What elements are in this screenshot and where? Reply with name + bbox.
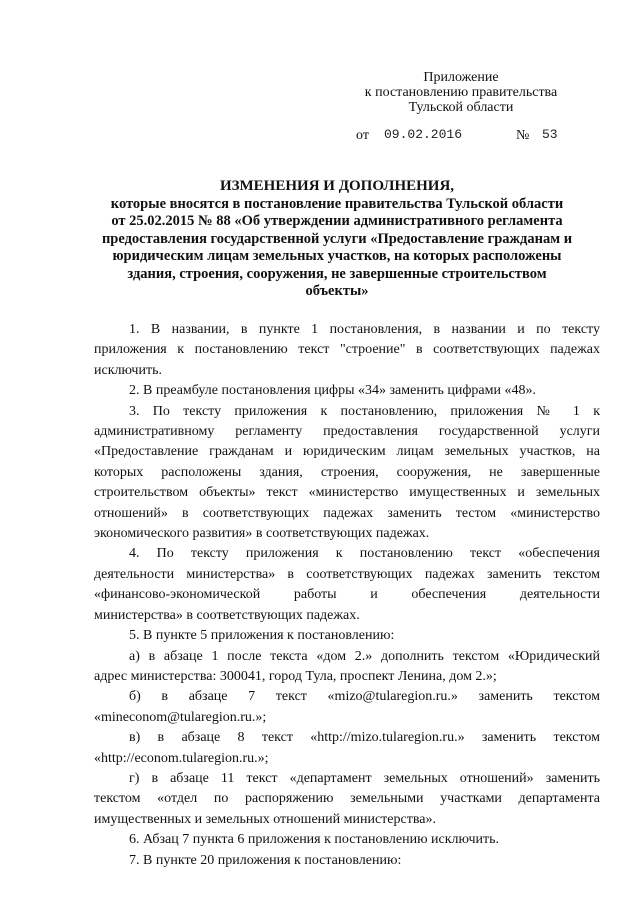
paragraph-line: приложения к постановлению текст "строение" в соответствующих падежах [94,342,600,358]
paragraph-11 [94,851,600,871]
paragraph-line: экономического развития» в соответствующих падежах. [94,526,430,542]
heading-line: которые вносятся в постановление правительства Тульской области [110,195,564,212]
paragraph-line: 6. Абзац 7 пункта 6 приложения к постановлению исключить. [129,832,499,848]
paragraph-3 [94,402,600,545]
paragraph-line: текстом «отдел по распоряжению земельными участками департамента [94,791,600,807]
paragraph-line: министерства» в соответствующих падежах. [94,607,360,623]
paragraph-line: отношений» в соответствующих падежах заменить тестом «министерство [94,505,600,521]
attachment-line: Приложение [423,70,499,85]
date-label: от [356,128,369,143]
paragraph-line: имущественных и земельных отношений министерства». [94,811,436,827]
paragraph-2 [94,381,600,401]
heading-line: объекты» [305,283,369,299]
heading-line: от 25.02.2015 № 88 «Об утверждении административного регламента [111,213,563,229]
paragraph-line: 7. В пункте 20 приложения к постановлению: [129,852,402,868]
paragraph-line: которых расположены здания, строения, сооружения, не завершенные [94,464,600,480]
paragraph-line: 5. В пункте 5 приложения к постановлению: [129,628,395,644]
attachment-line: к постановлению правительства [364,85,558,100]
paragraph-9 [94,769,600,830]
paragraph-line: г) в абзаце 11 текст «департамент земельных отношений» заменить [129,770,600,786]
paragraph-10 [94,830,600,850]
heading-title: ИЗМЕНЕНИЯ И ДОПОЛНЕНИЯ, [219,178,455,194]
paragraph-line: «финансово-экономической работы и обеспечения деятельности [94,587,600,603]
heading-line: предоставления государственной услуги «Предоставление гражданам и [101,230,573,247]
paragraph-7 [94,687,600,728]
paragraph-1 [94,320,600,381]
paragraph-line: адрес министерства: 300041, город Тула, проспект Ленина, дом 2.»; [94,668,497,684]
heading-line: юридическим лицам земельных участков, на которых расположены [112,248,562,264]
paragraph-line: а) в абзаце 1 после текста «дом 2.» дополнить текстом «Юридический [129,648,600,664]
paragraph-line: «mineconom@tularegion.ru.»; [94,709,267,725]
paragraph-line: строительством объекты» текст «министерство имущественных и земельных [94,485,600,501]
number-value [542,127,558,143]
number-value-text: 53 [542,127,558,142]
paragraph-line: б) в абзаце 7 текст «mizo@tularegion.ru.» заменить текстом [129,689,600,705]
paragraph-4 [94,544,600,626]
paragraph-line: 4. По тексту приложения к постановлению текст «обеспечения [129,546,600,562]
paragraph-line: «http://econom.tularegion.ru.»; [94,750,269,766]
paragraph-5 [94,626,600,646]
paragraph-6 [94,647,600,688]
paragraph-line: административному регламенту предоставления государственной услуги [94,424,600,440]
paragraph-line: деятельности министерства» в соответствующих падежах заменить текстом [94,566,600,582]
paragraph-line: 3. По тексту приложения к постановлению, приложения № 1 к [129,403,600,419]
attachment-block [300,70,622,115]
paragraph-8 [94,728,600,769]
number-label: № [516,128,530,143]
heading-line: здания, строения, сооружения, не завершенные строительством [127,265,547,282]
paragraph-line: 1. В названии, в пункте 1 постановления, в названии и по тексту [129,322,600,337]
paragraph-line: 2. В преамбуле постановления цифры «34» заменить цифрами «48». [129,383,536,399]
document-heading [80,178,594,301]
document-body [94,320,600,871]
paragraph-line: исключить. [94,362,162,378]
attachment-line: Тульской области [408,100,514,115]
paragraph-line: в) в абзаце 8 текст «http://mizo.tularegion.ru.» заменить текстом [129,730,600,746]
paragraph-line: «Предоставление гражданам и юридическим лицам земельных участков, на [94,444,600,460]
date-value-text: 09.02.2016 [384,127,463,142]
date-value [384,127,462,143]
